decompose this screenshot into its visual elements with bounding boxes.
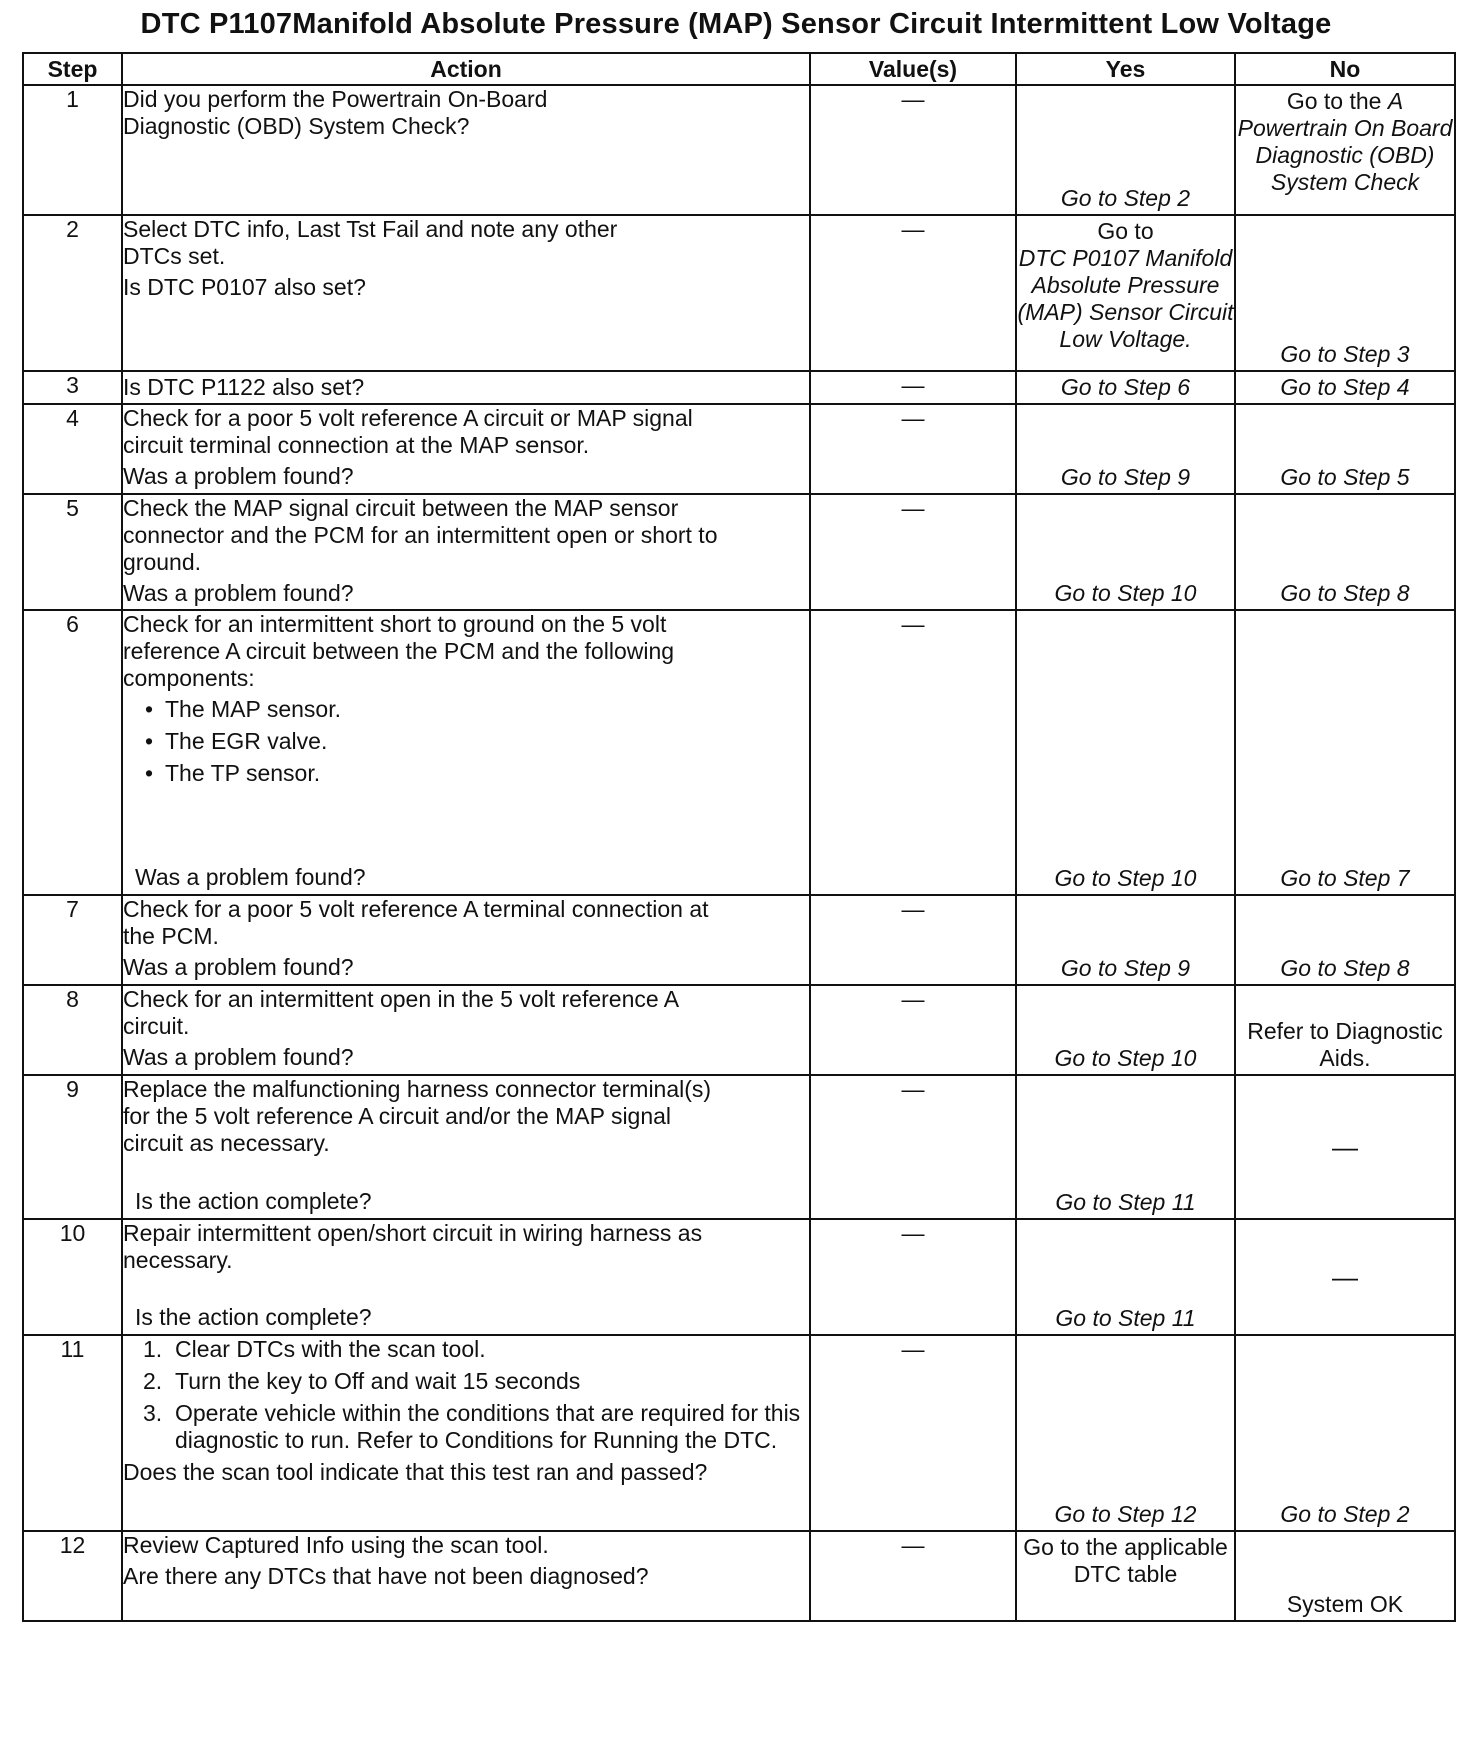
action-cell [122, 610, 810, 895]
yes-prefix: Go to [1097, 218, 1154, 244]
step-number: 11 [23, 1335, 122, 1531]
question-text: Was a problem found? [123, 580, 354, 606]
value-cell: — [810, 371, 1016, 404]
action-line: Check for a poor 5 volt reference A circuit or MAP signal [123, 405, 693, 431]
action-line: for the 5 volt reference A circuit and/or the MAP signal [123, 1103, 672, 1129]
yes-cell: Go to Step 9 [1016, 895, 1235, 985]
step-number: 9 [23, 1075, 122, 1219]
table-row [23, 1335, 1455, 1531]
action-line: Did you perform the Powertrain On-Board [123, 86, 548, 112]
action-cell [122, 85, 810, 215]
yes-link-text: DTC P0107 Manifold Absolute Pressure (MAP) Sensor Circuit Low Voltage. [1017, 245, 1234, 352]
action-cell [122, 404, 810, 494]
step-number: 3 [23, 371, 122, 404]
value-cell: — [810, 1219, 1016, 1335]
action-cell [122, 1219, 810, 1335]
no-prefix: Go to the [1286, 88, 1388, 114]
action-cell [122, 494, 810, 610]
yes-cell: Go to Step 9 [1016, 404, 1235, 494]
table-row [23, 85, 1455, 215]
value-cell: — [810, 895, 1016, 985]
list-text: Clear DTCs with the scan tool. [175, 1336, 486, 1362]
question-text: Was a problem found? [123, 1044, 354, 1070]
question-text: Is the action complete? [135, 1304, 372, 1330]
table-row [23, 985, 1455, 1075]
yes-cell: Go to Step 10 [1016, 610, 1235, 895]
yes-cell [1016, 215, 1235, 371]
value-cell: — [810, 985, 1016, 1075]
action-line: Review Captured Info using the scan tool. [123, 1532, 549, 1558]
no-cell: Go to Step 8 [1235, 895, 1455, 985]
action-cell [122, 895, 810, 985]
table-row [23, 215, 1455, 371]
list-item: • The TP sensor. [145, 760, 809, 787]
value-cell: — [810, 215, 1016, 371]
no-cell: — [1235, 1075, 1455, 1219]
table-row [23, 1219, 1455, 1335]
yes-cell: Go to the applicable DTC table [1016, 1531, 1235, 1621]
no-link-text: A Powertrain On Board Diagnostic (OBD) System Check [1237, 88, 1453, 195]
yes-cell: Go to Step 11 [1016, 1219, 1235, 1335]
question-text: Was a problem found? [123, 954, 354, 980]
question-text: Is the action complete? [135, 1188, 372, 1214]
header-values: Value(s) [810, 53, 1016, 85]
table-row [23, 494, 1455, 610]
table-row [23, 1075, 1455, 1219]
action-line: components: [123, 665, 255, 691]
no-cell: Go to Step 5 [1235, 404, 1455, 494]
no-cell: Go to Step 7 [1235, 610, 1455, 895]
question-text: Was a problem found? [135, 864, 366, 890]
no-cell: System OK [1235, 1531, 1455, 1621]
step-number: 5 [23, 494, 122, 610]
table-row [23, 610, 1455, 895]
question-text: Is DTC P0107 also set? [123, 274, 366, 300]
step-number: 7 [23, 895, 122, 985]
value-cell: — [810, 404, 1016, 494]
yes-cell: Go to Step 2 [1016, 85, 1235, 215]
step-number: 2 [23, 215, 122, 371]
value-cell: — [810, 1531, 1016, 1621]
procedure-list [123, 1336, 809, 1454]
header-no: No [1235, 53, 1455, 85]
yes-cell: Go to Step 6 [1016, 371, 1235, 404]
step-number: 6 [23, 610, 122, 895]
no-cell: Go to Step 4 [1235, 371, 1455, 404]
question-text: Does the scan tool indicate that this test ran and passed? [123, 1459, 708, 1485]
no-cell: — [1235, 1219, 1455, 1335]
question-text: Was a problem found? [123, 463, 354, 489]
action-line: the PCM. [123, 923, 219, 949]
list-number: 3. [143, 1400, 163, 1426]
action-line: Select DTC info, Last Tst Fail and note any other [123, 216, 618, 242]
action-line: ground. [123, 549, 202, 575]
step-number: 10 [23, 1219, 122, 1335]
value-cell: — [810, 85, 1016, 215]
action-line: Check for a poor 5 volt reference A terminal connection at [123, 896, 709, 922]
yes-cell: Go to Step 11 [1016, 1075, 1235, 1219]
action-line: necessary. [123, 1247, 233, 1273]
list-item [143, 1368, 809, 1395]
action-cell [122, 371, 810, 404]
yes-cell: Go to Step 10 [1016, 985, 1235, 1075]
list-number: 1. [143, 1336, 163, 1362]
list-item [143, 1400, 809, 1454]
list-text: Operate vehicle within the conditions that are required for this diagnostic to run. Refer to Conditions for Running the DTC. [175, 1400, 801, 1453]
action-line: circuit. [123, 1013, 190, 1039]
no-cell: Go to Step 2 [1235, 1335, 1455, 1531]
action-line: Check for an intermittent open in the 5 volt reference A [123, 986, 680, 1012]
table-row [23, 404, 1455, 494]
action-line: Repair intermittent open/short circuit in wiring harness as [123, 1220, 703, 1246]
action-line: Diagnostic (OBD) System Check? [123, 113, 470, 139]
header-action: Action [122, 53, 810, 85]
step-number: 1 [23, 85, 122, 215]
list-text: Turn the key to Off and wait 15 seconds [175, 1368, 581, 1394]
action-line: Check the MAP signal circuit between the MAP sensor [123, 495, 679, 521]
action-line: circuit terminal connection at the MAP sensor. [123, 432, 590, 458]
action-cell [122, 985, 810, 1075]
action-cell [122, 1335, 810, 1531]
action-line: circuit as necessary. [123, 1130, 330, 1156]
value-cell: — [810, 1075, 1016, 1219]
yes-cell: Go to Step 12 [1016, 1335, 1235, 1531]
table-row [23, 1531, 1455, 1621]
action-line: reference A circuit between the PCM and the following [123, 638, 675, 664]
no-cell [1235, 85, 1455, 215]
yes-cell: Go to Step 10 [1016, 494, 1235, 610]
value-cell: — [810, 610, 1016, 895]
header-step: Step [23, 53, 122, 85]
header-yes: Yes [1016, 53, 1235, 85]
table-row [23, 371, 1455, 404]
action-cell [122, 1075, 810, 1219]
action-cell [122, 215, 810, 371]
list-number: 2. [143, 1368, 163, 1394]
value-cell: — [810, 1335, 1016, 1531]
component-list [123, 696, 809, 787]
list-item: • The EGR valve. [145, 728, 809, 755]
page-title: DTC P1107Manifold Absolute Pressure (MAP) Sensor Circuit Intermittent Low Voltage [140, 8, 1332, 40]
diagnostic-table [22, 52, 1456, 1622]
action-line: Replace the malfunctioning harness connector terminal(s) [123, 1076, 712, 1102]
value-cell: — [810, 494, 1016, 610]
step-number: 8 [23, 985, 122, 1075]
list-item [143, 1336, 809, 1363]
action-line: DTCs set. [123, 243, 226, 269]
action-cell [122, 1531, 810, 1621]
step-number: 12 [23, 1531, 122, 1621]
action-line: connector and the PCM for an intermittent open or short to [123, 522, 718, 548]
no-cell: Go to Step 3 [1235, 215, 1455, 371]
action-line: Is DTC P1122 also set? [123, 374, 365, 400]
no-cell: Go to Step 8 [1235, 494, 1455, 610]
action-line: Check for an intermittent short to ground on the 5 volt [123, 611, 667, 637]
table-row [23, 895, 1455, 985]
no-cell: Refer to Diagnostic Aids. [1235, 985, 1455, 1075]
list-item: • The MAP sensor. [145, 696, 809, 723]
step-number: 4 [23, 404, 122, 494]
header-row [23, 53, 1455, 85]
question-text: Are there any DTCs that have not been diagnosed? [123, 1563, 649, 1589]
